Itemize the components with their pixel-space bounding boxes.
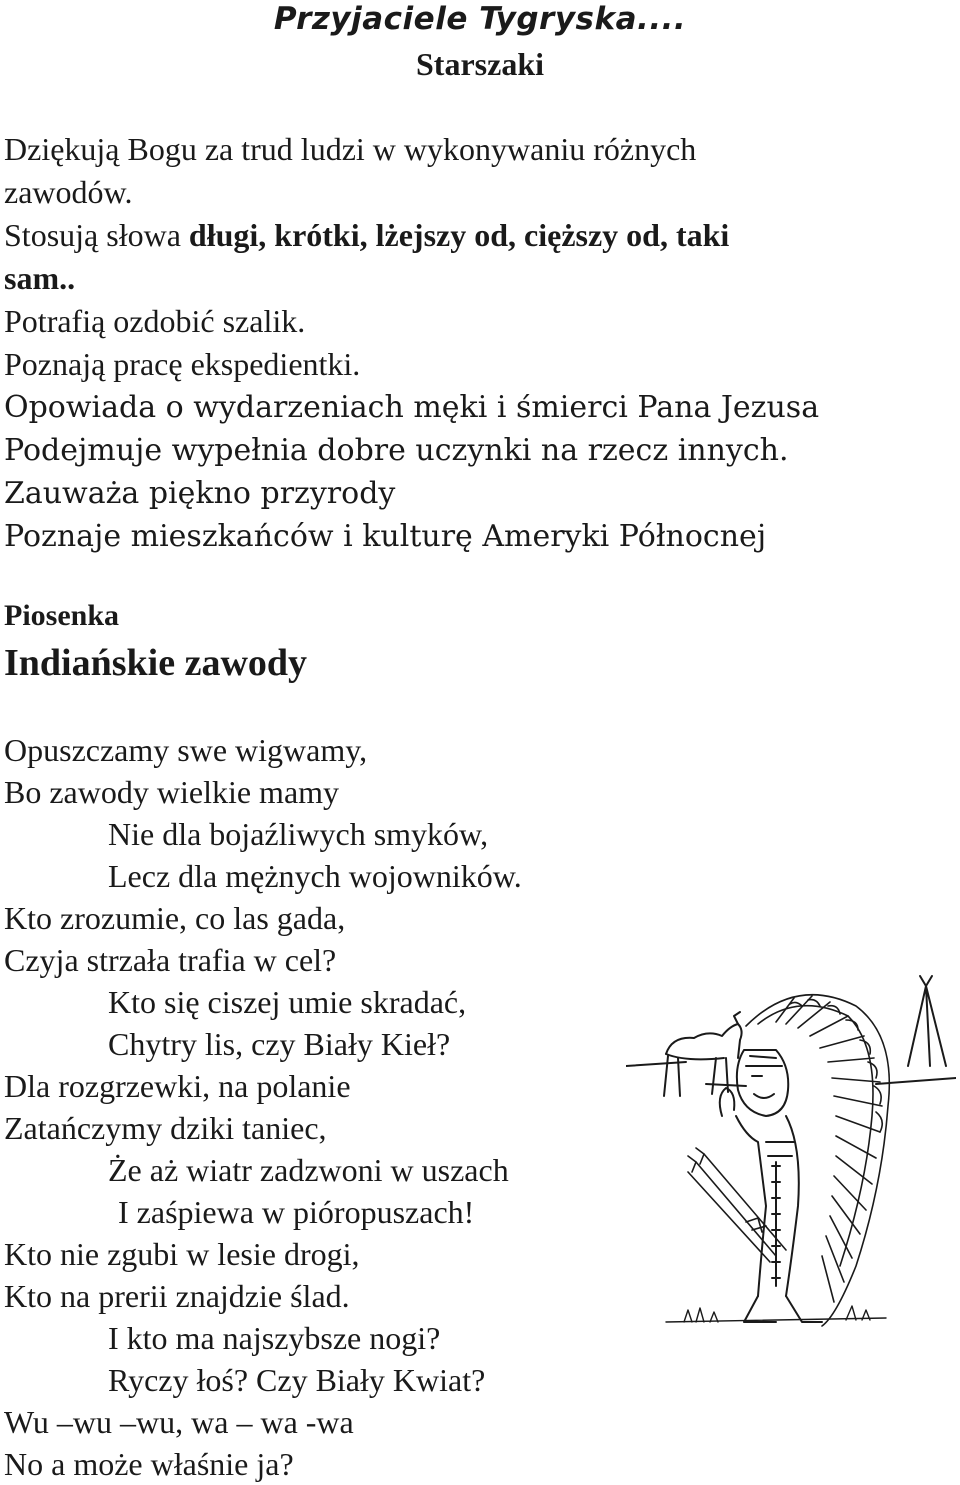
goal-line: Potrafią ozdobić szalik. <box>4 303 306 339</box>
lyric-line: Dla rozgrzewki, na polanie <box>4 1068 351 1104</box>
chief-figure-icon <box>720 1050 822 1322</box>
lyric-line: Opuszczamy swe wigwamy, <box>4 732 368 768</box>
grass-icon <box>666 1306 886 1322</box>
song-label: Piosenka <box>4 599 120 632</box>
goal-line: Zauważa piękno przyrody <box>4 476 396 511</box>
song-title: Indiańskie zawody <box>4 642 308 684</box>
lyric-line: Ryczy łoś? Czy Biały Kwiat? <box>108 1362 486 1398</box>
headdress-feathers-icon <box>746 995 889 1326</box>
lyric-line: No a może właśnie ja? <box>4 1446 294 1482</box>
goal-text: Stosują słowa <box>4 217 189 253</box>
lyric-line: Wu –wu –wu, wa – wa -wa <box>4 1404 354 1440</box>
goal-line: Poznają pracę ekspedientki. <box>4 346 361 382</box>
lyric-line: Kto zrozumie, co las gada, <box>4 900 346 936</box>
lyric-line: Chytry lis, czy Biały Kieł? <box>108 1026 451 1062</box>
goal-bold-words: sam.. <box>4 260 76 296</box>
learning-goals <box>4 128 954 558</box>
lyric-line: Zatańczymy dziki taniec, <box>4 1110 327 1146</box>
goal-line: Dziękują Bogu za trud ludzi w wykonywaniu różnych <box>4 131 697 167</box>
lyric-line: Lecz dla mężnych wojowników. <box>108 858 522 894</box>
goal-bold-words: długi, krótki, lżejszy od, cięższy od, taki <box>188 217 730 253</box>
lyric-line: Czyja strzała trafia w cel? <box>4 942 337 978</box>
lyric-line: Kto na prerii znajdzie ślad. <box>4 1278 350 1314</box>
goal-line: Podejmuje wypełnia dobre uczynki na rzecz innych. <box>4 433 789 468</box>
arrows-icon <box>688 1148 786 1262</box>
lyric-line: I zaśpiewa w pióropuszach! <box>118 1194 475 1230</box>
tipi-icon <box>908 976 946 1066</box>
goal-line <box>4 257 954 300</box>
lyric-line: Że aż wiatr zadzwoni w uszach <box>108 1152 509 1188</box>
horse-icon <box>664 1012 742 1096</box>
song-lyrics <box>4 729 624 1485</box>
horizon-line <box>876 1078 956 1084</box>
native-chief-illustration <box>626 966 956 1358</box>
lyric-line: Nie dla bojaźliwych smyków, <box>108 816 489 852</box>
group-name: Starszaki <box>416 46 544 82</box>
lyric-line: I kto ma najszybsze nogi? <box>108 1320 441 1356</box>
document-title: Przyjaciele Tygryska.... <box>273 1 687 37</box>
lyric-line: Kto nie zgubi w lesie drogi, <box>4 1236 360 1272</box>
lyric-line: Kto się ciszej umie skradać, <box>108 984 467 1020</box>
goal-line: Opowiada o wydarzeniach męki i śmierci Pana Jezusa <box>4 390 820 425</box>
goal-line <box>4 214 954 257</box>
goal-line: zawodów. <box>4 174 133 210</box>
lyric-line: Bo zawody wielkie mamy <box>4 774 340 810</box>
goal-line: Poznaje mieszkańców i kulturę Ameryki Północnej <box>4 519 767 554</box>
